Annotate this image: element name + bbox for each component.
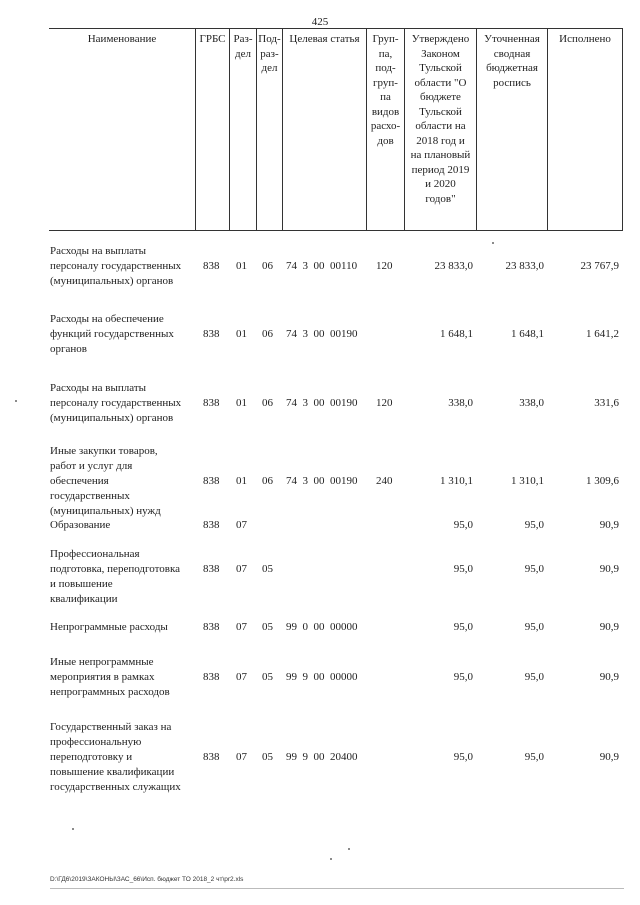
- cell-refined: 95,0: [524, 671, 544, 683]
- cell-name: Непрограммные расходы: [50, 621, 168, 633]
- cell-podrazdel: 06: [262, 328, 273, 340]
- scan-speck: [348, 848, 350, 850]
- cell-podrazdel: 05: [262, 621, 273, 633]
- cell-grbs: 838: [203, 328, 220, 340]
- cell-grbs: 838: [203, 563, 220, 575]
- cell-refined: 95,0: [524, 621, 544, 633]
- cell-razdel: 01: [236, 397, 247, 409]
- cell-target: 99 9 00 00000: [286, 671, 358, 683]
- cell-executed: 1 641,2: [586, 328, 619, 340]
- scan-speck: [330, 858, 332, 860]
- cell-refined: 1 648,1: [511, 328, 544, 340]
- cell-target: 99 9 00 20400: [286, 751, 358, 763]
- cell-name: Профессиональная подготовка, переподготовка и повышение квалификации: [50, 548, 181, 605]
- header-executed: Исполнено: [547, 29, 623, 230]
- cell-podrazdel: 05: [262, 751, 273, 763]
- cell-podrazdel: 06: [262, 260, 273, 272]
- header-approved: Утверждено Законом Тульской области "О бюджете Тульской области на 2018 год и на плановый период 2019 и 2020 годов": [404, 29, 476, 230]
- cell-group: 120: [376, 397, 393, 409]
- header-name: Наименование: [87, 33, 157, 45]
- cell-podrazdel: 06: [262, 397, 273, 409]
- footer-divider: [50, 888, 624, 889]
- cell-target: 74 3 00 00190: [286, 328, 358, 340]
- cell-name: Государственный заказ на профессиональную переподготовку и повышение квалификации государственных служащих: [50, 721, 181, 793]
- cell-target: 74 3 00 00110: [286, 260, 358, 272]
- cell-name: Расходы на выплаты персоналу государственных (муниципальных) органов: [50, 382, 182, 424]
- cell-podrazdel: 06: [262, 475, 273, 487]
- header-grbs: ГРБС: [195, 29, 229, 230]
- scan-speck: [492, 242, 494, 244]
- cell-executed: 90,9: [599, 519, 619, 531]
- cell-target: 74 3 00 00190: [286, 397, 358, 409]
- header-group: Груп- па, под- груп- па видов расхо- дов: [366, 29, 404, 230]
- cell-group: 240: [376, 475, 393, 487]
- cell-grbs: 838: [203, 621, 220, 633]
- cell-executed: 90,9: [599, 671, 619, 683]
- cell-razdel: 01: [236, 475, 247, 487]
- cell-approved: 1 648,1: [440, 328, 473, 340]
- cell-grbs: 838: [203, 260, 220, 272]
- header-target: Целевая статья: [282, 29, 366, 230]
- cell-approved: 1 310,1: [440, 475, 473, 487]
- cell-approved: 95,0: [453, 671, 473, 683]
- cell-target: 99 0 00 00000: [286, 621, 358, 633]
- cell-refined: 1 310,1: [511, 475, 544, 487]
- cell-executed: 90,9: [599, 621, 619, 633]
- cell-grbs: 838: [203, 475, 220, 487]
- page-number: 425: [311, 16, 329, 28]
- cell-approved: 95,0: [453, 519, 473, 531]
- cell-refined: 95,0: [524, 519, 544, 531]
- cell-approved: 95,0: [453, 621, 473, 633]
- cell-name: Расходы на обеспечение функций государственных органов: [50, 313, 174, 355]
- cell-grbs: 838: [203, 751, 220, 763]
- cell-razdel: 07: [236, 519, 247, 531]
- cell-executed: 23 767,9: [580, 260, 619, 272]
- cell-podrazdel: 05: [262, 563, 273, 575]
- cell-target: 74 3 00 00190: [286, 475, 358, 487]
- cell-refined: 95,0: [524, 751, 544, 763]
- cell-refined: 338,0: [519, 397, 544, 409]
- cell-approved: 338,0: [448, 397, 473, 409]
- cell-refined: 95,0: [524, 563, 544, 575]
- cell-executed: 90,9: [599, 751, 619, 763]
- cell-razdel: 07: [236, 563, 247, 575]
- cell-grbs: 838: [203, 671, 220, 683]
- cell-name: Иные закупки товаров, работ и услуг для обеспечения государственных (муниципальных) нужд: [50, 445, 161, 517]
- cell-approved: 95,0: [453, 563, 473, 575]
- cell-razdel: 07: [236, 621, 247, 633]
- cell-executed: 331,6: [594, 397, 619, 409]
- cell-razdel: 07: [236, 751, 247, 763]
- cell-razdel: 01: [236, 260, 247, 272]
- cell-podrazdel: 05: [262, 671, 273, 683]
- cell-approved: 95,0: [453, 751, 473, 763]
- cell-executed: 1 309,6: [586, 475, 619, 487]
- cell-grbs: 838: [203, 519, 220, 531]
- file-path-footer: D:\ГД6\2019\ЗАКОНЫ\ЗАС_66\Исп. бюджет ТО 2018_2 чт\pr2.xls: [50, 876, 244, 883]
- scan-speck: [72, 828, 74, 830]
- header-razdel: Раз- дел: [229, 29, 256, 230]
- scan-speck: [15, 400, 17, 402]
- cell-refined: 23 833,0: [505, 260, 544, 272]
- header-podrazdel: Под- раз- дел: [256, 29, 282, 230]
- cell-razdel: 01: [236, 328, 247, 340]
- cell-name: Расходы на выплаты персоналу государственных (муниципальных) органов: [50, 245, 182, 287]
- cell-grbs: 838: [203, 397, 220, 409]
- cell-razdel: 07: [236, 671, 247, 683]
- cell-executed: 90,9: [599, 563, 619, 575]
- cell-approved: 23 833,0: [434, 260, 473, 272]
- cell-name: Образование: [50, 519, 111, 531]
- cell-name: Иные непрограммные мероприятия в рамках непрограммных расходов: [50, 656, 170, 698]
- header-refined: Уточненная сводная бюджетная роспись: [476, 29, 547, 230]
- table-header: [49, 28, 623, 231]
- cell-group: 120: [376, 260, 393, 272]
